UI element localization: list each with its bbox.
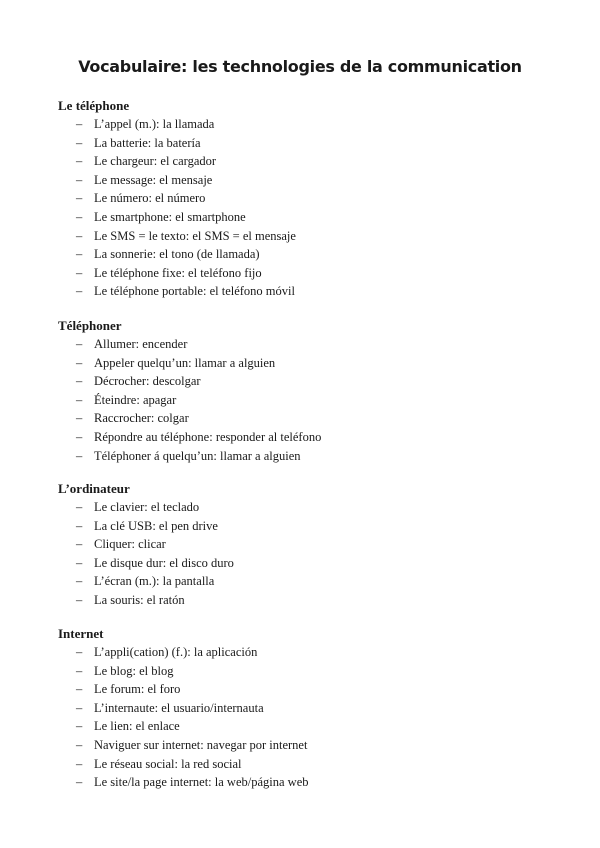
- vocab-entry: L’écran (m.): la pantalla: [94, 574, 215, 589]
- vocab-entry: Le número: el número: [94, 191, 206, 206]
- vocab-entry: Allumer: encender: [94, 337, 188, 351]
- list-item: – Le téléphone portable: el teléfono móvil: [76, 284, 295, 299]
- list-item: – Téléphoner á quelqu’un: llamar a alguien: [76, 448, 301, 463]
- vocab-entry: Le blog: el blog: [94, 663, 174, 678]
- vocab-entry: Le SMS = le texto: el SMS = el mensaje: [94, 228, 296, 243]
- vocab-entry: Le chargeur: el cargador: [94, 154, 217, 169]
- list-item: – Le blog: el blog: [76, 663, 174, 678]
- vocab-list: [0, 498, 600, 610]
- list-item: – Appeler quelqu’un: llamar a alguien: [76, 355, 276, 370]
- list-item: – La clé USB: el pen drive: [76, 518, 218, 533]
- list-item: – Le chargeur: el cargador: [76, 154, 217, 169]
- list-item: – Le site/la page internet: la web/página web: [76, 775, 309, 790]
- list-item: – La sonnerie: el tono (de llamada): [76, 247, 260, 262]
- section-internet: [0, 624, 600, 792]
- vocab-list: [0, 335, 600, 465]
- vocab-entry: La sonnerie: el tono (de llamada): [94, 247, 260, 262]
- list-item: – Cliquer: clicar: [76, 537, 166, 552]
- list-item: – Le clavier: el teclado: [76, 500, 200, 514]
- list-item: – Le message: el mensaje: [76, 172, 213, 187]
- list-item: – Raccrocher: colgar: [76, 411, 189, 426]
- vocab-entry: La clé USB: el pen drive: [94, 518, 218, 533]
- section-heading: L’ordinateur: [58, 481, 130, 496]
- vocab-entry: Le message: el mensaje: [94, 172, 213, 187]
- list-item: – Décrocher: descolgar: [76, 374, 201, 389]
- vocab-entry: La souris: el ratón: [94, 592, 185, 607]
- vocab-entry: Répondre au téléphone: responder al teléfono: [94, 429, 322, 444]
- list-item: – Le smartphone: el smartphone: [76, 209, 246, 224]
- vocab-entry: Le forum: el foro: [94, 682, 181, 697]
- vocab-entry: La batterie: la batería: [94, 135, 201, 150]
- vocab-entry: Téléphoner á quelqu’un: llamar a alguien: [94, 448, 301, 463]
- vocab-entry: Éteindre: apagar: [94, 392, 177, 407]
- vocab-entry: L’appel (m.): la llamada: [94, 117, 215, 131]
- vocab-entry: Le clavier: el teclado: [94, 500, 200, 514]
- section-heading: Le téléphone: [58, 98, 130, 113]
- list-item: – Éteindre: apagar: [76, 392, 177, 407]
- vocab-list: [0, 115, 600, 301]
- list-item: – Le réseau social: la red social: [76, 756, 242, 771]
- list-item: – Allumer: encender: [76, 337, 188, 351]
- vocab-entry: Le disque dur: el disco duro: [94, 555, 234, 570]
- list-item: – Le forum: el foro: [76, 682, 181, 697]
- vocab-entry: Décrocher: descolgar: [94, 374, 201, 389]
- list-item: – Le téléphone fixe: el teléfono fijo: [76, 265, 262, 280]
- section-le-telephone: [0, 96, 600, 301]
- vocab-entry: Raccrocher: colgar: [94, 411, 189, 426]
- vocab-entry: L’internaute: el usuario/internauta: [94, 700, 264, 715]
- list-item: – Le lien: el enlace: [76, 719, 180, 734]
- vocab-entry: Le réseau social: la red social: [94, 756, 242, 771]
- vocab-entry: Cliquer: clicar: [94, 537, 166, 552]
- vocab-entry: Le téléphone portable: el teléfono móvil: [94, 284, 295, 299]
- list-item: – Le SMS = le texto: el SMS = el mensaje: [76, 228, 296, 243]
- section-heading: Internet: [58, 626, 104, 641]
- list-item: – Le número: el número: [76, 191, 206, 206]
- list-item: – La souris: el ratón: [76, 592, 185, 607]
- vocab-entry: Appeler quelqu’un: llamar a alguien: [94, 355, 276, 370]
- list-item: – La batterie: la batería: [76, 135, 201, 150]
- vocab-entry: Le téléphone fixe: el teléfono fijo: [94, 265, 262, 280]
- vocab-entry: Le smartphone: el smartphone: [94, 209, 246, 224]
- list-item: – Le disque dur: el disco duro: [76, 555, 234, 570]
- list-item: – L’appli(cation) (f.): la aplicación: [76, 645, 258, 659]
- list-item: – L’appel (m.): la llamada: [76, 117, 215, 131]
- list-item: – Répondre au téléphone: responder al teléfono: [76, 429, 322, 444]
- section-heading: Téléphoner: [58, 318, 122, 333]
- vocab-entry: L’appli(cation) (f.): la aplicación: [94, 645, 258, 659]
- vocab-entry: Le site/la page internet: la web/página web: [94, 775, 309, 790]
- vocab-entry: Naviguer sur internet: navegar por internet: [94, 737, 308, 752]
- list-item: – Naviguer sur internet: navegar por internet: [76, 737, 308, 752]
- list-item: – L’internaute: el usuario/internauta: [76, 700, 264, 715]
- vocab-entry: Le lien: el enlace: [94, 719, 180, 734]
- page-title: Vocabulaire: les technologies de la communication: [78, 57, 522, 76]
- list-item: – L’écran (m.): la pantalla: [76, 574, 215, 589]
- section-telephoner: [0, 316, 600, 465]
- vocab-list: [0, 643, 600, 792]
- section-l-ordinateur: [0, 479, 600, 610]
